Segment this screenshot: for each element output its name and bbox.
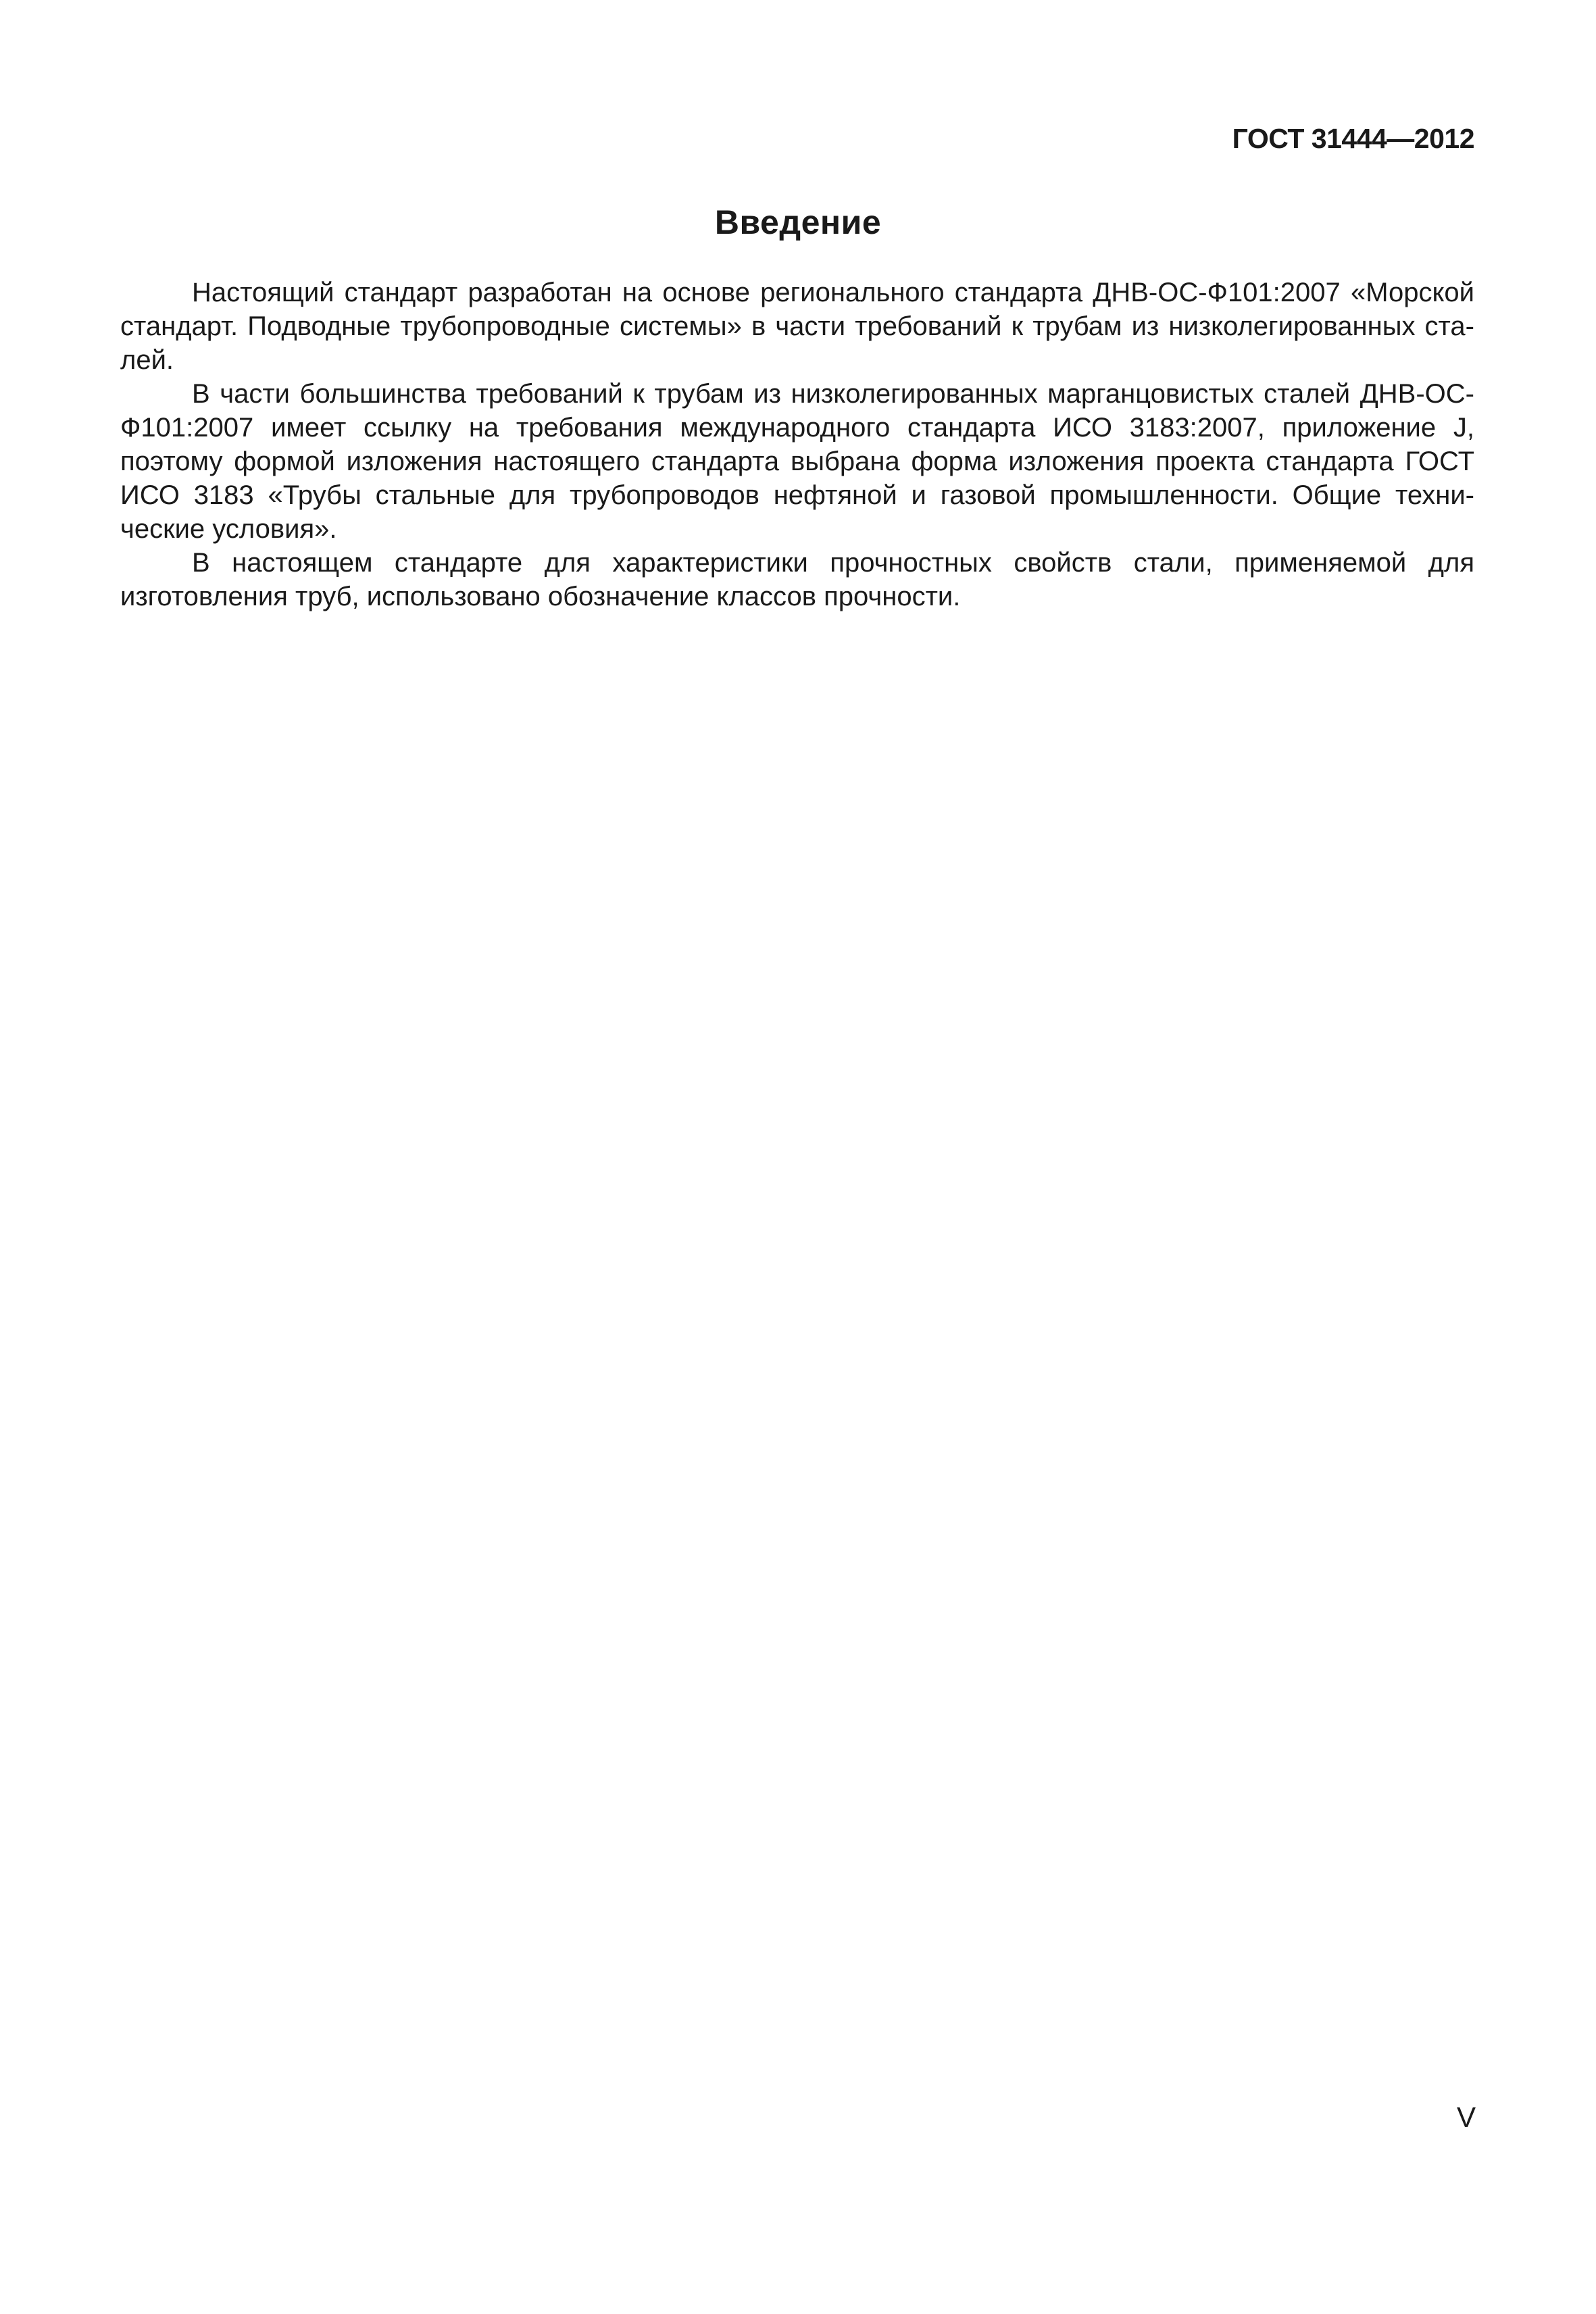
paragraph-2: В части большинства требований к трубам из низколегированных марганцовистых сталей ДНВ-ОС-Ф101:2007 имеет ссылку на требования международного стандарта ИСО 3183:2007, приложение J, поэтому формой изложения настоящего стандарта выбрана форма изложения проекта стандарта ГОСТ ИСО 3183 «Трубы стальные для трубопроводов нефтяной и газовой промышленности. Общие технические условия». bbox=[120, 379, 1474, 544]
paragraph-1: Настоящий стандарт разработан на основе регионального стандарта ДНВ-ОС-Ф101:2007 «Морской стандарт. Подводные трубопроводные системы» в части требований к трубам из низколегированных сталей. bbox=[120, 278, 1474, 375]
section-title: Введение bbox=[714, 203, 882, 241]
document-code-header: ГОСТ 31444—2012 bbox=[1232, 123, 1474, 154]
introduction-body bbox=[120, 276, 1474, 613]
page-number: V bbox=[1456, 2101, 1476, 2133]
paragraph-3: В настоящем стандарте для характеристики прочностных свойств стали, применяемой для изготовления труб, использовано обозначение классов прочности. bbox=[120, 548, 1474, 611]
